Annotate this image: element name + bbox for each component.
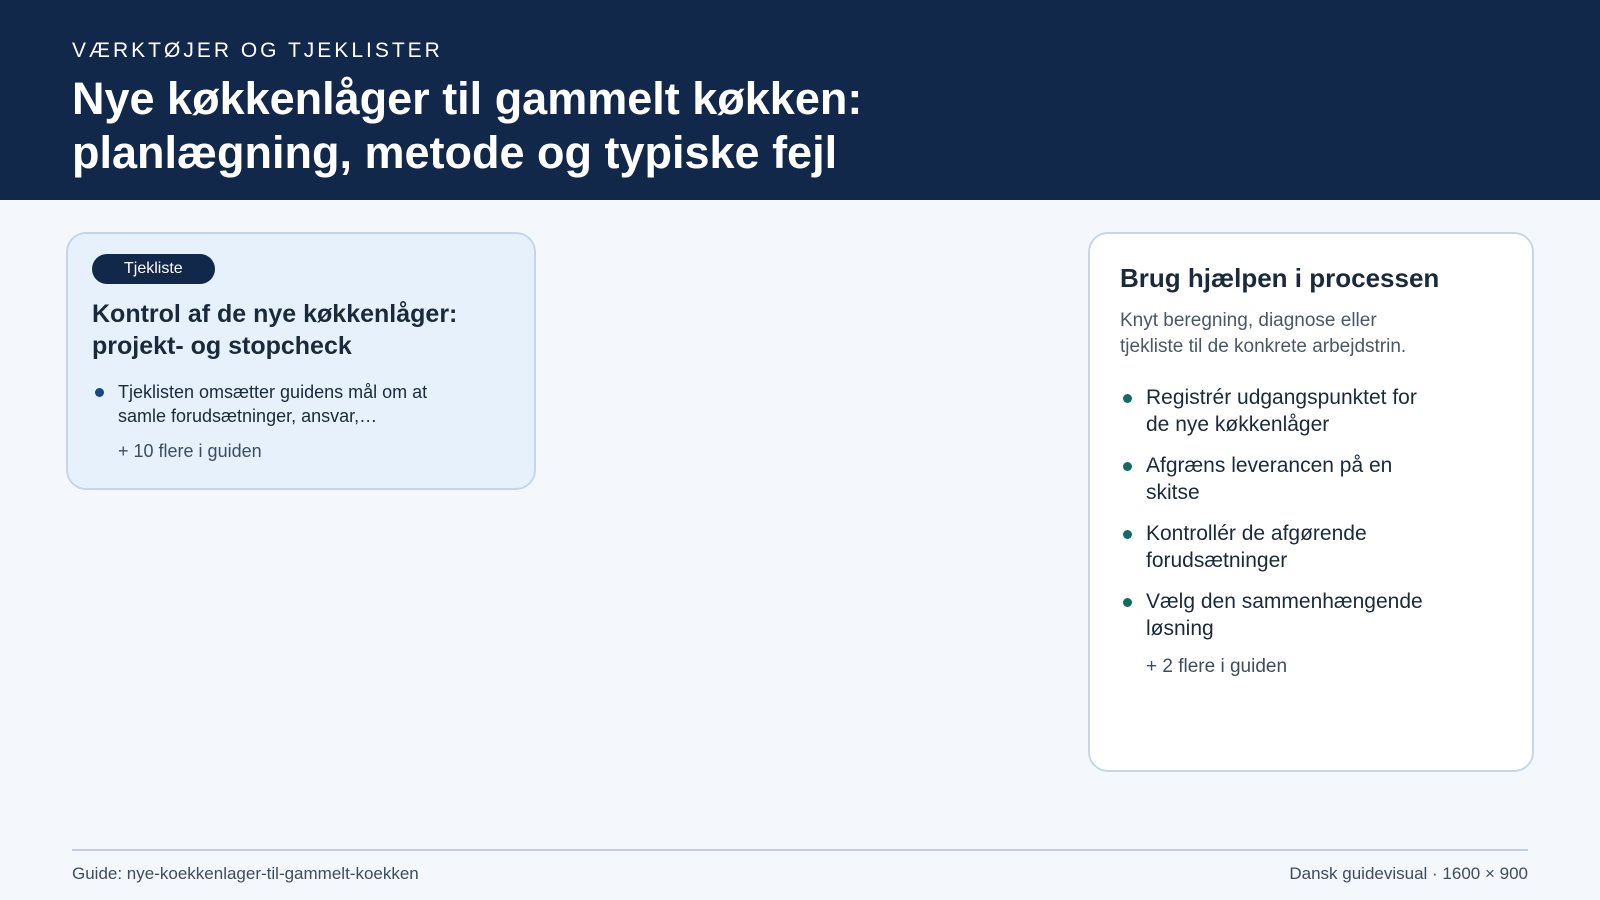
checklist-items: [92, 380, 510, 428]
section-eyebrow: VÆRKTØJER OG TJEKLISTER: [72, 39, 443, 62]
list-item: [1120, 452, 1440, 506]
page-header: [0, 0, 1600, 200]
help-description: Knyt beregning, diagnose eller tjekliste til de konkrete arbejdstrin.: [1120, 310, 1407, 357]
bullet-icon: [1123, 530, 1132, 539]
list-item-text: Kontrollér de afgørende forudsætninger: [1146, 522, 1367, 572]
list-item: [1120, 384, 1440, 438]
list-item: [1120, 588, 1440, 642]
page-title: Nye køkkenlåger til gammelt køkken: planlægning, metode og typiske fejl: [72, 73, 863, 178]
bullet-icon: [1123, 598, 1132, 607]
footer-divider: [72, 849, 1528, 851]
list-item-text: Vælg den sammenhængende løsning: [1146, 590, 1423, 640]
help-title: Brug hjælpen i processen: [1120, 263, 1440, 293]
bullet-icon: [1123, 394, 1132, 403]
list-item: [92, 380, 452, 428]
help-steps: [1120, 384, 1502, 642]
checklist-badge: Tjekliste: [92, 254, 215, 284]
bullet-icon: [95, 388, 104, 397]
help-card: [1088, 232, 1534, 772]
list-item-text: Registrér udgangspunktet for de nye køkkenlåger: [1146, 386, 1417, 436]
checklist-card: [66, 232, 536, 490]
checklist-more-link[interactable]: + 10 flere i guiden: [118, 441, 262, 461]
help-more-link[interactable]: + 2 flere i guiden: [1146, 656, 1288, 677]
bullet-icon: [1123, 462, 1132, 471]
list-item: [1120, 520, 1440, 574]
footer-meta: Dansk guidevisual · 1600 × 900: [1289, 864, 1528, 883]
footer-guide-slug: Guide: nye-koekkenlager-til-gammelt-koekken: [72, 864, 419, 883]
list-item-text: Tjeklisten omsætter guidens mål om at samle forudsætninger, ansvar,…: [118, 382, 428, 426]
checklist-title: Kontrol af de nye køkkenlåger: projekt- og stopcheck: [92, 300, 458, 360]
list-item-text: Afgræns leverancen på en skitse: [1146, 454, 1393, 504]
